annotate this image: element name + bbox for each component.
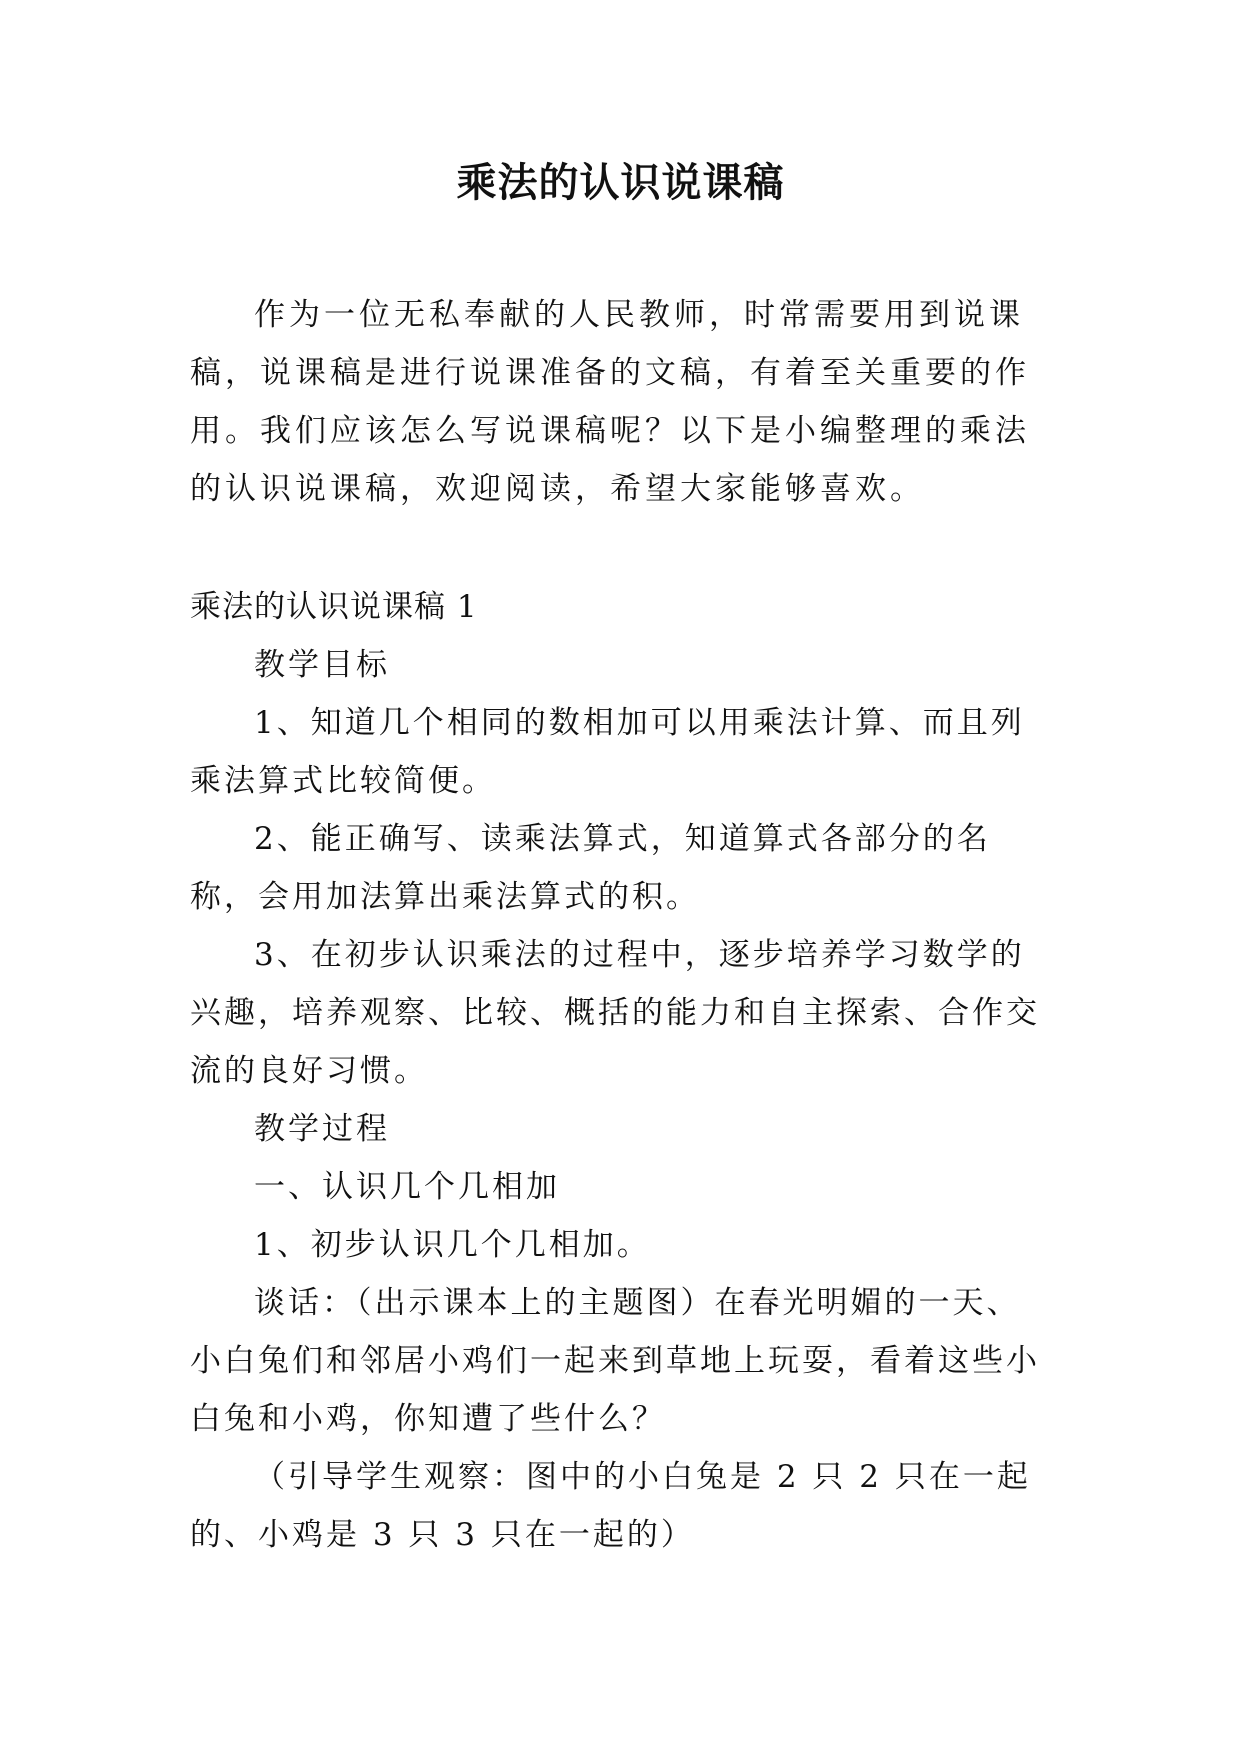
paragraph-goal-3: 3、在初步认识乘法的过程中，逐步培养学习数学的兴趣，培养观察、比较、概括的能力和自主探索、合作交流的良好习惯。 xyxy=(190,937,1040,1089)
paragraph-goal-2: 2、能正确写、读乘法算式，知道算式各部分的名称，会用加法算出乘法算式的积。 xyxy=(190,821,991,915)
paragraph-teaching-goals: 教学目标 xyxy=(254,647,390,683)
document-body xyxy=(190,286,1052,1564)
paragraph-teaching-process: 教学过程 xyxy=(254,1111,390,1147)
intro-paragraph: 作为一位无私奉献的人民教师，时常需要用到说课稿，说课稿是进行说课准备的文稿，有着至关重要的作用。我们应该怎么写说课稿呢？以下是小编整理的乘法的认识说课稿，欢迎阅读，希望大家能够喜欢。 xyxy=(190,297,1030,507)
paragraph-step-1: 一、认识几个几相加 xyxy=(254,1169,560,1205)
paragraph-guidance: （引导学生观察：图中的小白兔是 2 只 2 只在一起的、小鸡是 3 只 3 只在一起的） xyxy=(190,1459,1031,1553)
paragraph-substep-1: 1、初步认识几个几相加。 xyxy=(254,1227,651,1263)
paragraph-dialogue: 谈话：（出示课本上的主题图）在春光明媚的一天、小白兔们和邻居小鸡们一起来到草地上玩耍，看着这些小白兔和小鸡，你知遭了些什么？ xyxy=(190,1285,1040,1437)
document-title: 乘法的认识说课稿 xyxy=(456,159,785,206)
paragraph-goal-1: 1、知道几个相同的数相加可以用乘法计算、而且列乘法算式比较简便。 xyxy=(190,705,1025,799)
section-title: 乘法的认识说课稿 1 xyxy=(190,589,478,625)
